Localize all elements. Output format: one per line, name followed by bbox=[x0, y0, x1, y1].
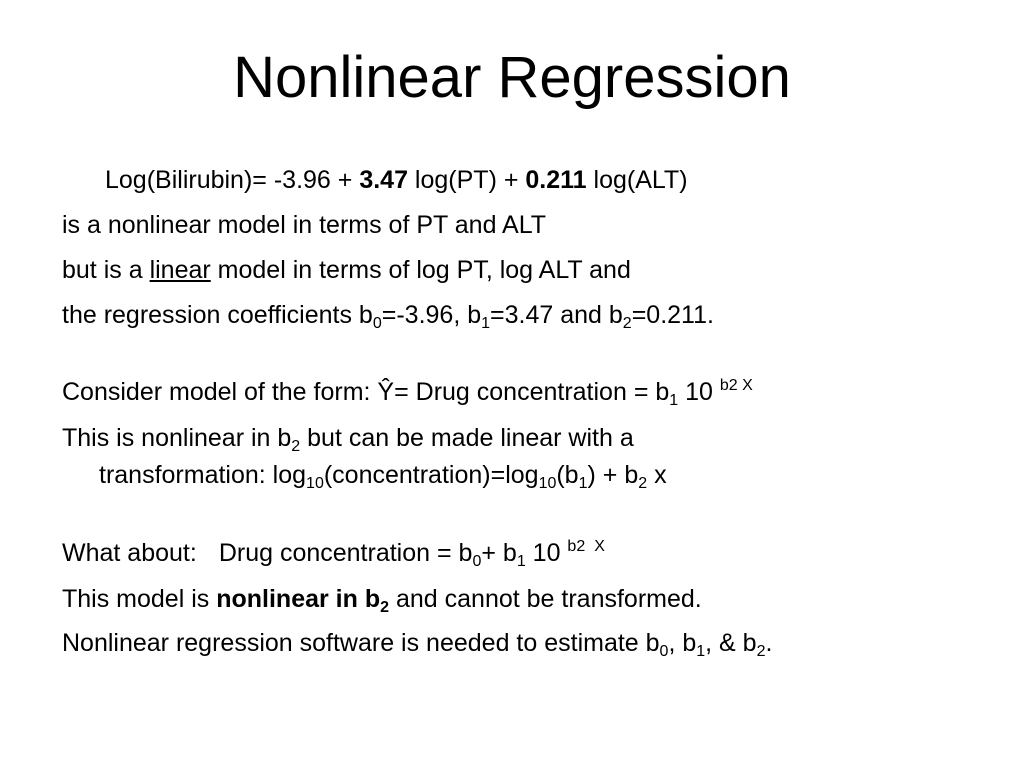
consider-sub-1: 1 bbox=[669, 392, 679, 409]
software-sub-2: 2 bbox=[756, 643, 766, 660]
transform-sub-10a: 10 bbox=[306, 475, 324, 492]
linear-underlined: linear bbox=[149, 256, 211, 284]
whatabout-exponent-b2: b2 bbox=[567, 538, 586, 555]
nonlinear-in-b2-line bbox=[62, 423, 634, 453]
coef-sub-2: 2 bbox=[622, 315, 632, 332]
consider-exponent: b2 X bbox=[719, 377, 753, 394]
transform-text-5: x bbox=[647, 461, 667, 489]
linear-model-line bbox=[62, 255, 631, 285]
transform-sub-2: 2 bbox=[638, 475, 648, 492]
transform-text-1: transformation: log bbox=[99, 461, 307, 489]
nonlinear-model-line: is a nonlinear model in terms of PT and ALT bbox=[62, 211, 547, 239]
transform-sub-10b: 10 bbox=[538, 475, 557, 492]
software-sub-0: 0 bbox=[659, 643, 669, 660]
bilirubin-equation bbox=[105, 165, 688, 195]
whatabout-text-2: Drug concentration = b bbox=[218, 539, 473, 567]
consider-model-line bbox=[62, 377, 753, 407]
consider-text-1: Consider model of the form: Ŷ= Drug concentration = b bbox=[62, 378, 670, 406]
thisnl-text-1: This is nonlinear in b bbox=[62, 424, 292, 452]
software-text-3: , & b bbox=[705, 629, 757, 657]
model-bold bbox=[216, 585, 390, 616]
software-text-4: . bbox=[765, 629, 773, 657]
transform-text-4: ) + b bbox=[587, 461, 639, 489]
coefficients-line bbox=[62, 300, 714, 330]
transformation-line bbox=[99, 460, 667, 490]
model-text-2: and cannot be transformed. bbox=[389, 585, 702, 613]
whatabout-label: What about: bbox=[62, 539, 197, 567]
coef-text-2: =-3.96, b bbox=[381, 301, 482, 329]
slide-title: Nonlinear Regression bbox=[233, 45, 791, 110]
whatabout-sub-1: 1 bbox=[516, 553, 526, 570]
software-text-2: , b bbox=[668, 629, 697, 657]
linear-text-1: but is a bbox=[62, 256, 150, 284]
transform-text-3: (b bbox=[556, 461, 579, 489]
thisnl-text-2: but can be made linear with a bbox=[300, 424, 634, 452]
eq-text-2: log(PT) + bbox=[407, 166, 526, 194]
eq-text-3: log(ALT) bbox=[586, 166, 688, 194]
coef-text-4: =0.211. bbox=[631, 301, 714, 329]
transform-text-2: (concentration)=log bbox=[323, 461, 539, 489]
linear-text-2: model in terms of log PT, log ALT and bbox=[210, 256, 631, 284]
model-text-1: This model is bbox=[62, 585, 217, 613]
whatabout-text-3: + b bbox=[481, 539, 517, 567]
whatabout-text-4: 10 bbox=[525, 539, 568, 567]
software-line bbox=[62, 628, 772, 658]
what-about-line bbox=[62, 538, 605, 568]
transform-sub-1: 1 bbox=[578, 475, 588, 492]
eq-coef-alt: 0.211 bbox=[525, 166, 587, 194]
whatabout-exponent-x: X bbox=[594, 538, 605, 555]
whatabout-sub-0: 0 bbox=[472, 553, 482, 570]
coef-sub-0: 0 bbox=[372, 315, 382, 332]
model-bold-text: nonlinear in b bbox=[216, 585, 381, 613]
cannot-transform-line bbox=[62, 584, 702, 614]
eq-text-1: Log(Bilirubin)= -3.96 + bbox=[105, 166, 360, 194]
software-sub-1: 1 bbox=[696, 643, 706, 660]
software-text-1: Nonlinear regression software is needed to estimate b bbox=[62, 629, 660, 657]
consider-text-2: 10 bbox=[678, 378, 720, 406]
coef-text-3: =3.47 and b bbox=[490, 301, 623, 329]
eq-coef-pt: 3.47 bbox=[359, 166, 408, 194]
coef-text-1: the regression coefficients b bbox=[62, 301, 373, 329]
thisnl-sub-2: 2 bbox=[291, 438, 301, 455]
coef-sub-1: 1 bbox=[481, 315, 491, 332]
model-sub-2: 2 bbox=[380, 599, 390, 616]
